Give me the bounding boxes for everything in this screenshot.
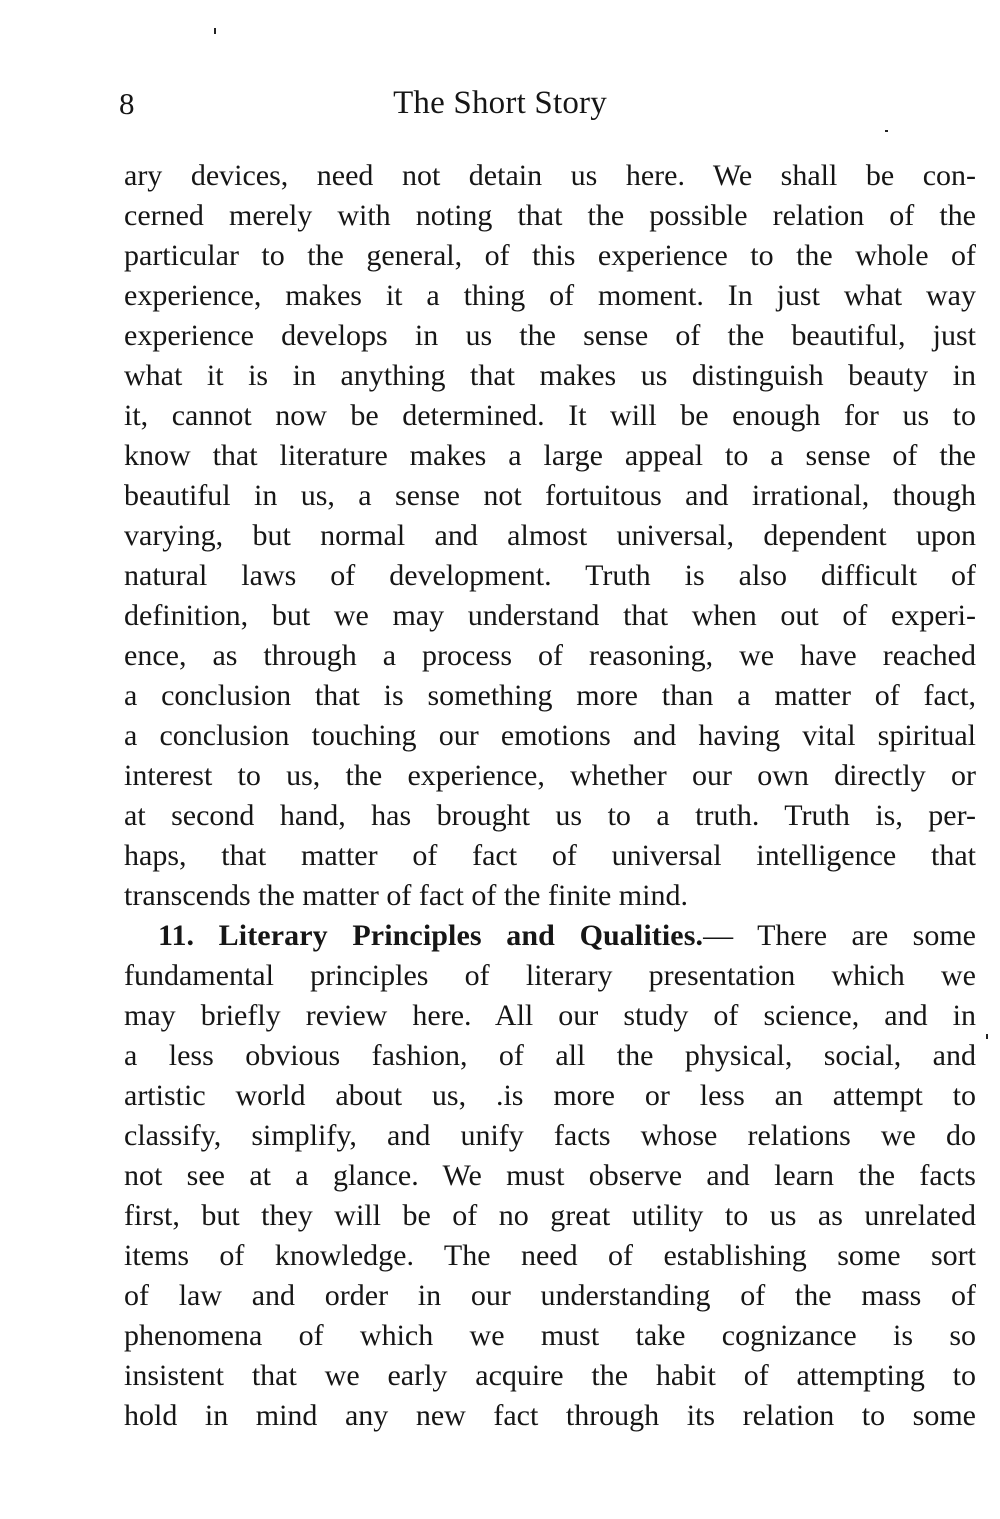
text-line: definition, but we may understand that when out of experi-: [124, 599, 976, 632]
text-line: know that literature makes a large appeal to a sense of the: [124, 439, 976, 472]
text-line: ary devices, need not detain us here. We shall be con-: [124, 159, 976, 192]
text-line: hold in mind any new fact through its relation to some: [124, 1399, 976, 1432]
text-line: transcends the matter of fact of the finite mind.: [124, 879, 688, 912]
text-line: a less obvious fashion, of all the physical, social, and: [124, 1039, 976, 1072]
section-11: [124, 916, 976, 1436]
text-line: haps, that matter of fact of universal intelligence that: [124, 839, 976, 872]
text-line: particular to the general, of this experience to the whole of: [124, 239, 976, 272]
text-line: beautiful in us, a sense not fortuitous and irrational, though: [124, 479, 976, 512]
paragraph-continuation: [124, 156, 976, 916]
text-line: varying, but normal and almost universal, dependent upon: [124, 519, 976, 552]
text-line: what it is in anything that makes us distinguish beauty in: [124, 359, 976, 392]
text-line: experience develops in us the sense of the beautiful, just: [124, 319, 976, 352]
text-fragment: — There are some: [703, 919, 976, 952]
text-line: fundamental principles of literary presentation which we: [124, 959, 976, 992]
page-number: 8: [119, 86, 135, 121]
text-line: insistent that we early acquire the habit of attempting to: [124, 1359, 976, 1392]
section-heading-line: [124, 916, 976, 956]
text-line: classify, simplify, and unify facts whose relations we do: [124, 1119, 976, 1152]
scan-speck: [885, 130, 888, 132]
text-line: a conclusion that is something more than a matter of fact,: [124, 679, 976, 712]
text-line: natural laws of development. Truth is also difficult of: [124, 559, 976, 592]
text-line: cerned merely with noting that the possible relation of the: [124, 199, 976, 232]
text-line: not see at a glance. We must observe and learn the facts: [124, 1159, 976, 1192]
scan-speck: [214, 28, 216, 34]
running-title: The Short Story: [393, 85, 607, 121]
text-line: experience, makes it a thing of moment. In just what way: [124, 279, 976, 312]
text-line: of law and order in our understanding of the mass of: [124, 1279, 976, 1312]
text-line: phenomena of which we must take cognizance is so: [124, 1319, 976, 1352]
text-line: interest to us, the experience, whether our own directly or: [124, 759, 976, 792]
text-line: it, cannot now be determined. It will be enough for us to: [124, 399, 976, 432]
text-line: may briefly review here. All our study of science, and in: [124, 999, 976, 1032]
text-line: a conclusion touching our emotions and having vital spiritual: [124, 719, 976, 752]
scan-speck: [986, 1034, 988, 1039]
text-line: ence, as through a process of reasoning, we have reached: [124, 639, 976, 672]
text-line: artistic world about us, .is more or less an attempt to: [124, 1079, 976, 1112]
section-number: 11.: [158, 919, 195, 952]
text-line: items of knowledge. The need of establishing some sort: [124, 1239, 976, 1272]
text-line: at second hand, has brought us to a truth. Truth is, per-: [124, 799, 976, 832]
text-line: first, but they will be of no great utility to us as unrelated: [124, 1199, 976, 1232]
section-heading: Literary Principles and Qualities.: [218, 919, 704, 952]
body-text: [124, 156, 976, 1436]
